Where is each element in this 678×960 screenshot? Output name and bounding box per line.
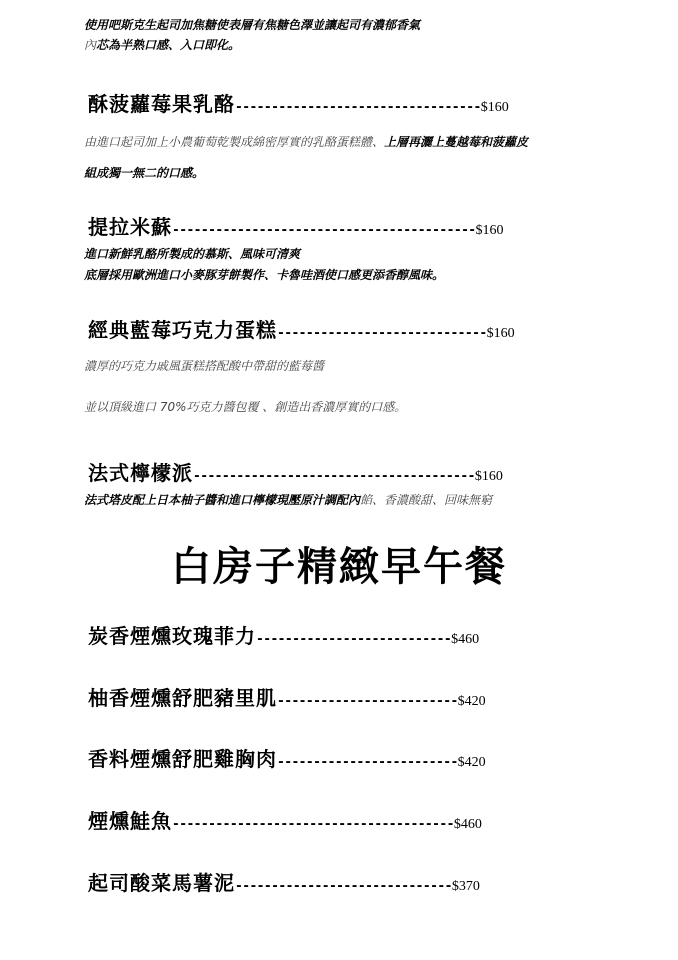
item-name: 經典藍莓巧克力蛋糕: [88, 318, 277, 342]
menu-item-pork-loin: [88, 682, 486, 711]
desc-part-1: 法式塔皮配上日本柚子醬和進口檸檬現壓原汁調配內: [84, 493, 361, 507]
section-heading: 白房子精緻早午餐: [171, 544, 507, 590]
item-price: $370: [451, 879, 480, 894]
intro-line-2: [84, 38, 240, 52]
desc-part-2: 上層再灑上蔓越莓和菠蘿皮: [384, 135, 529, 149]
menu-item-lemon-tart: [88, 457, 503, 486]
item-name: 酥菠蘿莓果乳酪: [88, 92, 235, 116]
item-price: $420: [457, 694, 486, 709]
item-leader: -----------------------------: [277, 326, 487, 341]
menu-item-berry-cheesecake: [88, 88, 509, 117]
item-description-line-2: 組成獨一無二的口感。: [84, 166, 205, 180]
item-name: 起司酸菜馬薯泥: [88, 871, 235, 895]
desc-part-2: 餡、香濃酸甜、回味無窮: [360, 493, 493, 507]
item-price: $460: [451, 632, 480, 647]
item-description-line-1: 濃厚的巧克力戚風蛋糕搭配酸中帶甜的藍莓醬: [84, 359, 325, 373]
item-leader: ---------------------------------------: [172, 817, 454, 832]
item-name: 法式檸檬派: [88, 461, 193, 485]
item-leader: ---------------------------: [256, 632, 452, 647]
item-name: 炭香煙燻玫瑰菲力: [88, 624, 256, 648]
intro-line-2-rest: 芯為半熟口感、入口即化。: [96, 38, 241, 52]
item-name: 柚香煙燻舒肥豬里肌: [88, 686, 277, 710]
intro-line-2-start: 內: [84, 38, 97, 52]
item-name: 香料煙燻舒肥雞胸肉: [88, 747, 277, 771]
item-price: $160: [474, 469, 503, 484]
menu-item-smoked-salmon: [88, 805, 482, 834]
menu-item-chicken-breast: [88, 743, 486, 772]
item-description-line-2: 並以頂級進口 70%巧克力醬包覆 、創造出香濃厚實的口感。: [84, 400, 407, 414]
item-leader: ---------------------------------------: [193, 469, 475, 484]
item-price: $160: [480, 100, 509, 115]
item-leader: -------------------------: [277, 694, 458, 709]
item-leader: ------------------------------: [235, 879, 452, 894]
item-price: $460: [453, 817, 482, 832]
menu-item-blueberry-chocolate-cake: [88, 314, 515, 343]
item-description-line-1: 進口新鮮乳酪所製成的慕斯、風味可清爽: [84, 247, 301, 261]
item-leader: ----------------------------------: [235, 100, 481, 115]
item-name: 煙燻鮭魚: [88, 809, 172, 833]
item-description-line-2: 底層採用歐洲進口小麥豚芽餅製作、卡魯哇酒使口感更添香醇風味。: [84, 268, 445, 282]
item-price: $160: [475, 223, 504, 238]
item-price: $160: [486, 326, 515, 341]
menu-item-rose-filet: [88, 620, 479, 649]
item-description-line-1: [84, 133, 528, 150]
item-leader: -------------------------: [277, 755, 458, 770]
item-price: $420: [457, 755, 486, 770]
desc-part-1: 由進口起司加上小農葡萄乾製成綿密厚實的乳酪蛋糕體、: [84, 135, 385, 149]
intro-line-1: 使用吧斯克生起司加焦糖使表層有焦糖色澤並讓起司有濃郁香氣: [84, 18, 421, 32]
item-leader: ------------------------------------------: [172, 223, 476, 238]
item-description-line-1: [84, 491, 492, 508]
item-name: 提拉米蘇: [88, 215, 172, 239]
menu-item-mashed-potato: [88, 867, 480, 896]
menu-item-tiramisu: [88, 211, 504, 240]
